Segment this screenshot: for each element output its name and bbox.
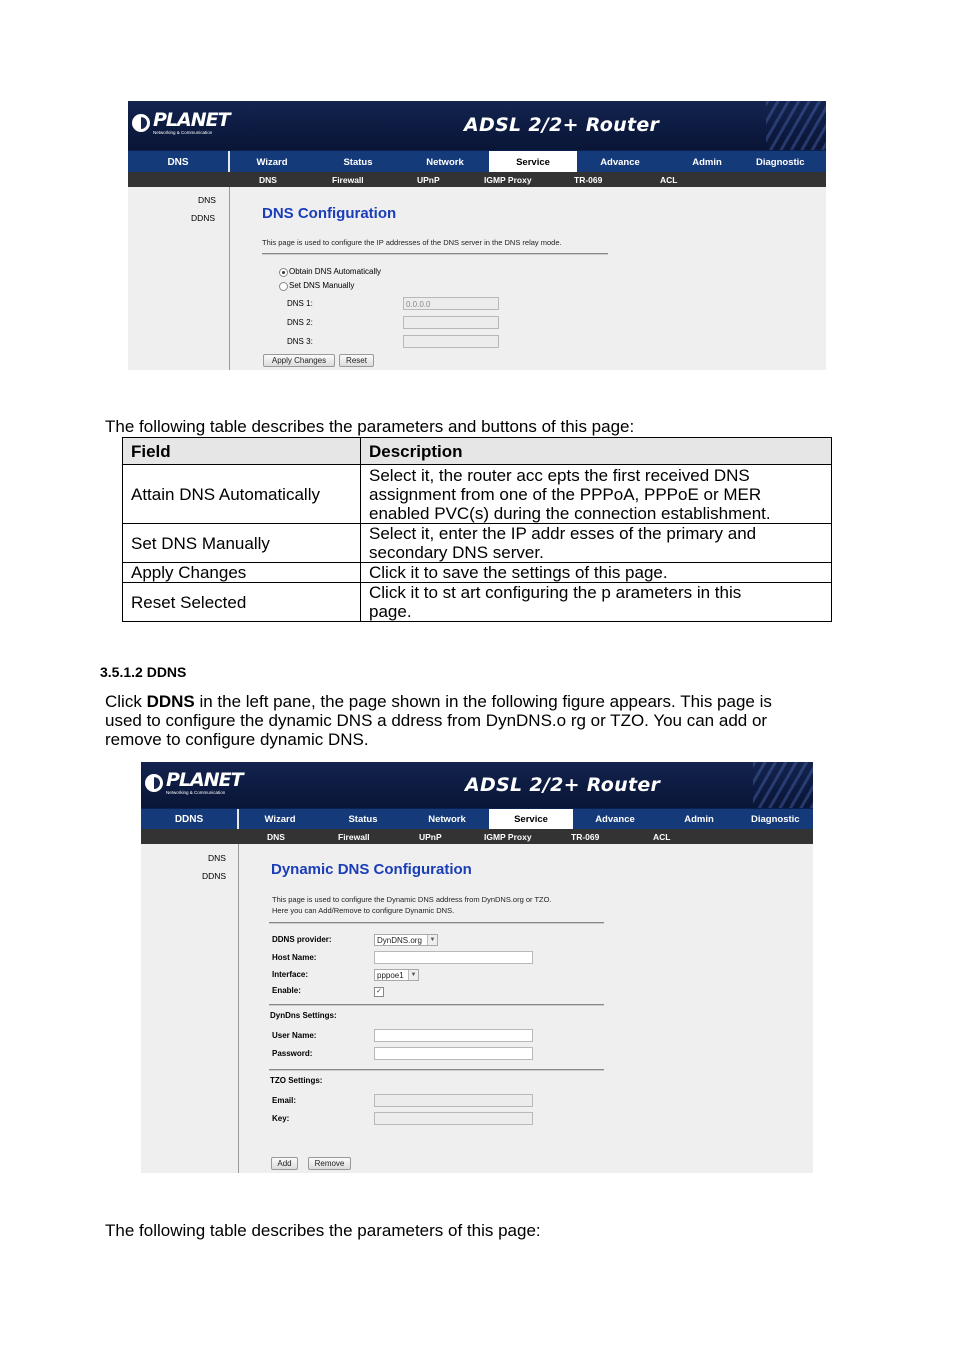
divider [269, 922, 604, 924]
dyndns-settings-heading: DynDns Settings: [270, 1011, 337, 1020]
logo-brand: PLANET [166, 769, 243, 791]
side-link-dns[interactable]: DNS [198, 195, 216, 205]
nav-status[interactable]: Status [343, 156, 373, 168]
planet-logo [132, 111, 230, 136]
add-button[interactable]: Add [271, 1157, 298, 1170]
dns3-input[interactable] [403, 335, 499, 348]
host-name-label: Host Name: [272, 953, 317, 962]
dns3-label: DNS 3: [287, 337, 313, 346]
current-section: DDNS [141, 809, 239, 830]
sub-nav [141, 829, 813, 844]
paragraph-line: used to configure the dynamic DNS a ddress from DynDNS.o rg or TZO. You can add or [105, 711, 768, 730]
nav-advance[interactable]: Advance [595, 814, 635, 825]
nav-admin[interactable]: Admin [684, 814, 714, 825]
subnav-tr069[interactable]: TR-069 [571, 831, 600, 842]
subnav-igmp-proxy[interactable]: IGMP Proxy [484, 831, 532, 842]
description-line: Select it, enter the IP addr esses of the primary and [369, 524, 757, 543]
side-link-ddns[interactable]: DDNS [202, 871, 227, 881]
sub-nav [128, 172, 826, 187]
logo-tagline: Networking & Communication [153, 130, 213, 135]
ddns-provider-value: DynDNS.org [377, 936, 422, 945]
table-intro: The following table describes the parameters of this page: [105, 1221, 541, 1240]
apply-changes-button[interactable]: Apply Changes [263, 354, 335, 367]
nav-diagnostic[interactable]: Diagnostic [756, 156, 805, 168]
header-description: Description [361, 438, 832, 465]
email-label: Email: [272, 1096, 297, 1105]
table-row [123, 465, 832, 524]
nav-service[interactable]: Service [489, 151, 577, 173]
description-line: secondary DNS server. [369, 543, 544, 562]
nav-status[interactable]: Status [348, 814, 378, 825]
page-title: Dynamic DNS Configuration [271, 861, 472, 878]
subnav-dns[interactable]: DNS [259, 174, 277, 185]
table-row [123, 524, 832, 563]
email-input[interactable] [374, 1094, 533, 1107]
enable-checkbox[interactable]: ✓ [374, 987, 384, 997]
section-heading: 3.5.1.2 DDNS [100, 664, 187, 680]
ddns-config-screenshot [141, 762, 813, 1173]
field-cell: Attain DNS Automatically [123, 465, 361, 524]
chevron-down-icon: ▼ [427, 935, 437, 945]
planet-logo [145, 771, 243, 796]
description-line: This page is used to configure the Dynamic DNS address from DynDNS.org or TZO. [272, 895, 552, 904]
divider [262, 253, 608, 255]
table-row [123, 583, 832, 622]
paragraph-text: Click [105, 692, 147, 711]
obtain-dns-label: Obtain DNS Automatically [289, 267, 382, 276]
logo-brand: PLANET [153, 109, 230, 131]
set-dns-radio[interactable] [279, 282, 288, 291]
field-cell: Reset Selected [123, 583, 361, 622]
divider [269, 1069, 604, 1071]
description-cell [361, 563, 832, 583]
header-field: Field [123, 438, 361, 465]
nav-wizard[interactable]: Wizard [256, 156, 288, 168]
subnav-igmp-proxy[interactable]: IGMP Proxy [484, 174, 532, 185]
parameters-table [122, 437, 832, 622]
subnav-firewall[interactable]: Firewall [332, 174, 364, 185]
dns1-label: DNS 1: [287, 299, 313, 308]
password-label: Password: [272, 1049, 313, 1058]
password-input[interactable] [374, 1047, 533, 1060]
logo-tagline: Networking & Communication [166, 790, 226, 795]
page-description [272, 894, 552, 916]
side-link-dns[interactable]: DNS [208, 853, 226, 863]
interface-value: pppoe1 [377, 971, 404, 980]
table-row [123, 563, 832, 583]
router-header [128, 101, 826, 150]
description-line: Here you can Add/Remove to configure Dynamic DNS. [272, 906, 455, 915]
reset-button[interactable]: Reset [339, 354, 374, 367]
enable-label: Enable: [272, 986, 301, 995]
remove-button[interactable]: Remove [308, 1157, 351, 1170]
subnav-firewall[interactable]: Firewall [338, 831, 370, 842]
globe-icon [132, 114, 150, 132]
left-pane [141, 844, 239, 1173]
set-dns-label: Set DNS Manually [289, 281, 355, 290]
main-nav [141, 808, 813, 830]
divider [269, 1004, 604, 1006]
current-section: DNS [128, 151, 230, 173]
nav-advance[interactable]: Advance [600, 156, 640, 168]
user-name-input[interactable] [374, 1029, 533, 1042]
page-description: This page is used to configure the IP addresses of the DNS server in the DNS relay mode. [262, 238, 562, 247]
field-cell: Apply Changes [123, 563, 361, 583]
ddns-provider-select[interactable] [374, 934, 438, 946]
nav-network[interactable]: Network [426, 156, 464, 168]
description-line: assignment from one of the PPPoA, PPPoE or MER [369, 484, 762, 504]
subnav-upnp[interactable]: UPnP [417, 174, 440, 185]
subnav-acl[interactable]: ACL [653, 831, 671, 842]
router-header [141, 762, 813, 808]
subnav-upnp[interactable]: UPnP [419, 831, 442, 842]
nav-service[interactable]: Service [489, 809, 573, 830]
paragraph-bold: DDNS [146, 692, 195, 711]
field-cell: Set DNS Manually [123, 524, 361, 563]
description-cell [361, 583, 832, 622]
description-cell [361, 465, 832, 524]
description-line: enabled PVC(s) during the connection establishment. [369, 503, 771, 523]
interface-select[interactable] [374, 969, 419, 981]
interface-label: Interface: [272, 970, 309, 979]
ddns-provider-label: DDNS provider: [272, 935, 332, 944]
table-intro: The following table describes the parameters and buttons of this page: [105, 417, 635, 436]
page-title: DNS Configuration [262, 205, 397, 222]
dns1-input[interactable]: 0.0.0.0 [403, 297, 499, 310]
ddns-intro-paragraph [105, 692, 772, 749]
description-cell [361, 524, 832, 563]
paragraph-line: remove to configure dynamic DNS. [105, 730, 369, 749]
product-title: ADSL 2/2+ Router [465, 774, 661, 796]
description-line: Select it, the router acc epts the first received DNS [369, 465, 750, 485]
table-header-row [123, 438, 832, 465]
subnav-acl[interactable]: ACL [660, 174, 678, 185]
chevron-down-icon: ▼ [408, 970, 418, 980]
nav-diagnostic[interactable]: Diagnostic [751, 814, 800, 825]
product-title: ADSL 2/2+ Router [464, 114, 660, 136]
key-input[interactable] [374, 1112, 533, 1125]
nav-admin[interactable]: Admin [692, 156, 722, 168]
user-name-label: User Name: [272, 1031, 317, 1040]
dns2-label: DNS 2: [287, 318, 313, 327]
description-line: Click it to st art configuring the p arameters in this [369, 583, 742, 602]
subnav-tr069[interactable]: TR-069 [574, 174, 603, 185]
dns2-input[interactable] [403, 316, 499, 329]
main-nav [128, 150, 826, 173]
dns-config-screenshot [128, 101, 826, 370]
key-label: Key: [272, 1114, 290, 1123]
obtain-dns-radio[interactable] [279, 268, 288, 277]
description-line: Click it to save the settings of this page. [369, 563, 668, 582]
globe-icon [145, 774, 163, 792]
subnav-dns[interactable]: DNS [267, 831, 285, 842]
host-name-input[interactable] [374, 951, 533, 964]
nav-network[interactable]: Network [428, 814, 466, 825]
paragraph-line [105, 692, 772, 711]
left-pane [128, 187, 230, 370]
description-line: page. [369, 602, 412, 621]
nav-wizard[interactable]: Wizard [264, 814, 296, 825]
tzo-settings-heading: TZO Settings: [270, 1076, 323, 1085]
paragraph-text: in the left pane, the page shown in the following figure appears. This page is [194, 692, 772, 711]
side-link-ddns[interactable]: DDNS [191, 213, 216, 223]
